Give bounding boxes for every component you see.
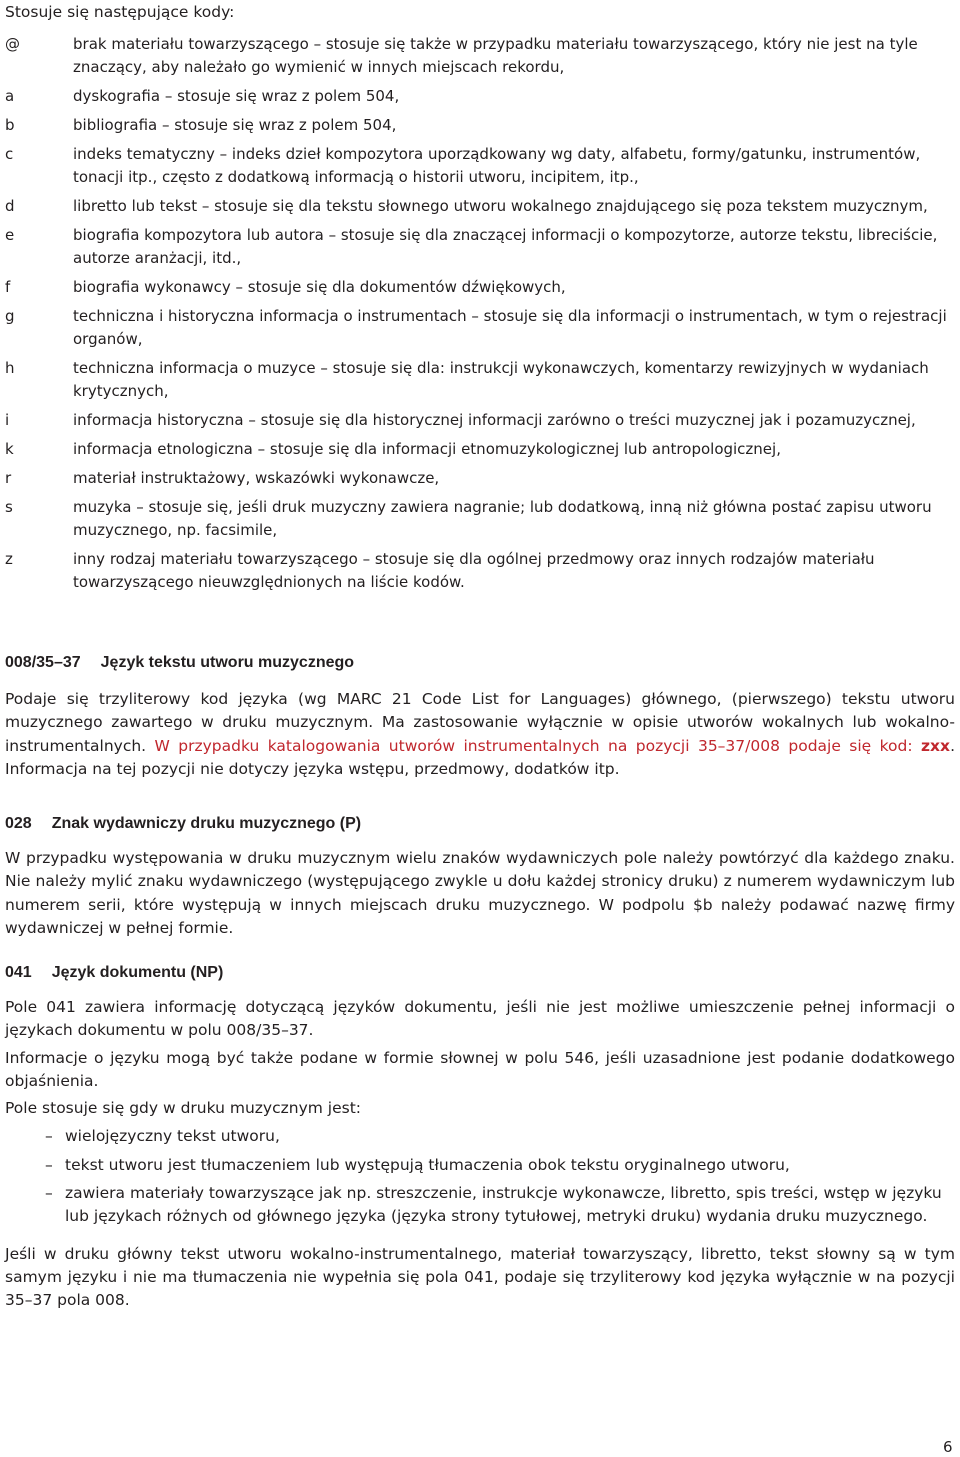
bullet-text: zawiera materiały towarzyszące jak np. streszczenie, instrukcje wykonawcze, libretto, spis treści, wstęp w języku lub językach różnych od głównego języka (języka strony tytułowej, metryki druku) wydania druku muzycznego. (65, 1184, 942, 1226)
section-heading (5, 652, 955, 674)
code-letter: s (5, 498, 13, 516)
code-description: biografia kompozytora lub autora – stosuje się dla znaczącej informacji o kompozytorze, autorze tekstu, libreciście, autorze aranżacji, itd., (73, 226, 938, 267)
code-description: materiał instruktażowy, wskazówki wykonawcze, (73, 469, 440, 487)
section-paragraph: Pole 041 zawiera informację dotyczącą języków dokumentu, jeśli nie jest możliwe umieszczenie pełnej informacji o językach dokumentu w polu 008/35–37. (5, 998, 955, 1040)
code-letter: b (5, 116, 15, 134)
code-item (5, 438, 950, 461)
section-title: Język tekstu utworu muzycznego (100, 654, 355, 671)
code-description: indeks tematyczny – indeks dzieł kompozytora uporządkowany wg daty, alfabetu, formy/gatunku, instrumentów, tonacji itp., często z dodatkową informacją o historii utworu, incipitem, itp., (73, 145, 921, 186)
paragraph-highlight: W przypadku katalogowania utworów instrumentalnych na pozycji 35–37/008 podaje się kod: (154, 736, 922, 755)
code-letter: k (5, 440, 14, 458)
section-title: Znak wydawniczy druku muzycznego (P) (51, 815, 362, 832)
code-description: informacja etnologiczna – stosuje się dla informacji etnomuzykologicznej lub antropologicznej, (73, 440, 781, 458)
paragraph-text: Podaje się trzyliterowy kod języka (wg MARC 21 Code List for Languages) głównego, (pierwszego) tekstu utworu muzycznego zawartego w druku muzycznym. Ma zastosowanie wyłącznie w opisie utworów wokalnych lub wokalno-instrumentalnych. (5, 690, 955, 755)
bullet-item (45, 1182, 955, 1229)
code-item (5, 33, 950, 79)
code-item (5, 224, 950, 270)
code-letter: r (5, 469, 12, 487)
code-letter: d (5, 197, 15, 215)
code-item (5, 143, 950, 189)
code-letter: a (5, 87, 15, 105)
code-item (5, 305, 950, 351)
bullet-text: tekst utworu jest tłumaczeniem lub występują tłumaczenia obok tekstu oryginalnego utworu, (65, 1155, 790, 1174)
section-041 (5, 962, 955, 1313)
dash-marker: – (45, 1127, 53, 1146)
code-item (5, 114, 950, 137)
code-letter: z (5, 550, 13, 568)
code-item (5, 467, 950, 490)
code-item (5, 195, 950, 218)
code-item (5, 357, 950, 403)
code-letter: @ (5, 35, 20, 53)
section-028 (5, 813, 955, 940)
section-heading (5, 962, 955, 984)
dash-marker: – (45, 1184, 53, 1203)
code-description: techniczna i historyczna informacja o instrumentach – stosuje się dla informacji o instrumentach, w tym o rejestracji organów, (73, 307, 947, 348)
code-description: inny rodzaj materiału towarzyszącego – stosuje się dla ogólnej przedmowy oraz innych rodzajów materiału towarzyszącego nieuwzględnionych na liście kodów. (73, 550, 875, 591)
code-description: techniczna informacja o muzyce – stosuje się dla: instrukcji wykonawczych, komentarzy rewizyjnych w wydaniach krytycznych, (73, 359, 929, 400)
section-number: 028 (5, 815, 32, 832)
section-008 (5, 652, 955, 781)
section-paragraph: Jeśli w druku główny tekst utworu wokalno-instrumentalnego, materiał towarzyszący, libretto, tekst słowny są w tym samym języku i nie ma tłumaczenia nie wypełnia się pola 041, podaje się trzyliterowy kod języka wyłącznie w na pozycji 35–37 pola 008. (5, 1244, 955, 1310)
bullet-item (45, 1154, 955, 1177)
section-paragraph (5, 688, 955, 781)
section-title: Język dokumentu (NP) (51, 964, 224, 981)
code-letter: c (5, 145, 14, 163)
dash-marker: – (45, 1155, 53, 1174)
code-letter: i (5, 411, 10, 429)
code-item (5, 548, 950, 594)
code-zxx: zxx (921, 736, 951, 755)
code-description: libretto lub tekst – stosuje się dla tekstu słownego utworu wokalnego znajdującego się poza tekstem muzycznym, (73, 197, 928, 215)
section-paragraph: Pole stosuje się gdy w druku muzycznym jest: (5, 1099, 361, 1118)
section-number: 008/35–37 (5, 654, 81, 671)
code-item (5, 409, 950, 432)
code-description: bibliografia – stosuje się wraz z polem 504, (73, 116, 397, 134)
code-item (5, 496, 950, 542)
code-item (5, 276, 950, 299)
paragraph-text: . Informacja na tej pozycji nie dotyczy języka wstępu, przedmowy, dodatków itp. (5, 736, 955, 778)
section-paragraph: Informacje o języku mogą być także podane w formie słownej w polu 546, jeśli uzasadnione jest podanie dodatkowego objaśnienia. (5, 1048, 955, 1090)
bullet-text: wielojęzyczny tekst utworu, (65, 1127, 280, 1146)
bullet-item (45, 1125, 955, 1148)
section-heading (5, 813, 955, 835)
bullet-list (45, 1125, 955, 1228)
code-description: dyskografia – stosuje się wraz z polem 504, (73, 87, 400, 105)
section-paragraph: W przypadku występowania w druku muzycznym wielu znaków wydawniczych pole należy powtórzyć dla każdego znaku. Nie należy mylić znaku wydawniczego (występującego zwykle u dołu każdej stronicy druku) z numerem wydawniczym lub numerem serii, które występują w innych miejscach druku muzycznego. W podpolu $b należy podawać nazwę firmy wydawniczej w pełnej formie. (5, 849, 955, 937)
code-letter: f (5, 278, 11, 296)
code-description: biografia wykonawcy – stosuje się dla dokumentów dźwiękowych, (73, 278, 566, 296)
code-description: informacja historyczna – stosuje się dla historycznej informacji zarówno o treści muzycznej jak i pozamuzycznej, (73, 411, 916, 429)
codes-intro: Stosuje się następujące kody: (5, 3, 235, 21)
code-letter: h (5, 359, 15, 377)
code-item (5, 85, 950, 108)
code-description: muzyka – stosuje się, jeśli druk muzyczny zawiera nagranie; lub dodatkową, inną niż główna postać zapisu utworu muzycznego, np. facsimile, (73, 498, 932, 539)
code-description: brak materiału towarzyszącego – stosuje się także w przypadku materiału towarzyszącego, który nie jest na tyle znaczący, aby należało go wymienić w innych miejscach rekordu, (73, 35, 918, 76)
code-letter: g (5, 307, 15, 325)
page-number: 6 (943, 1438, 953, 1456)
code-letter: e (5, 226, 15, 244)
section-number: 041 (5, 964, 32, 981)
codes-list (5, 33, 950, 600)
